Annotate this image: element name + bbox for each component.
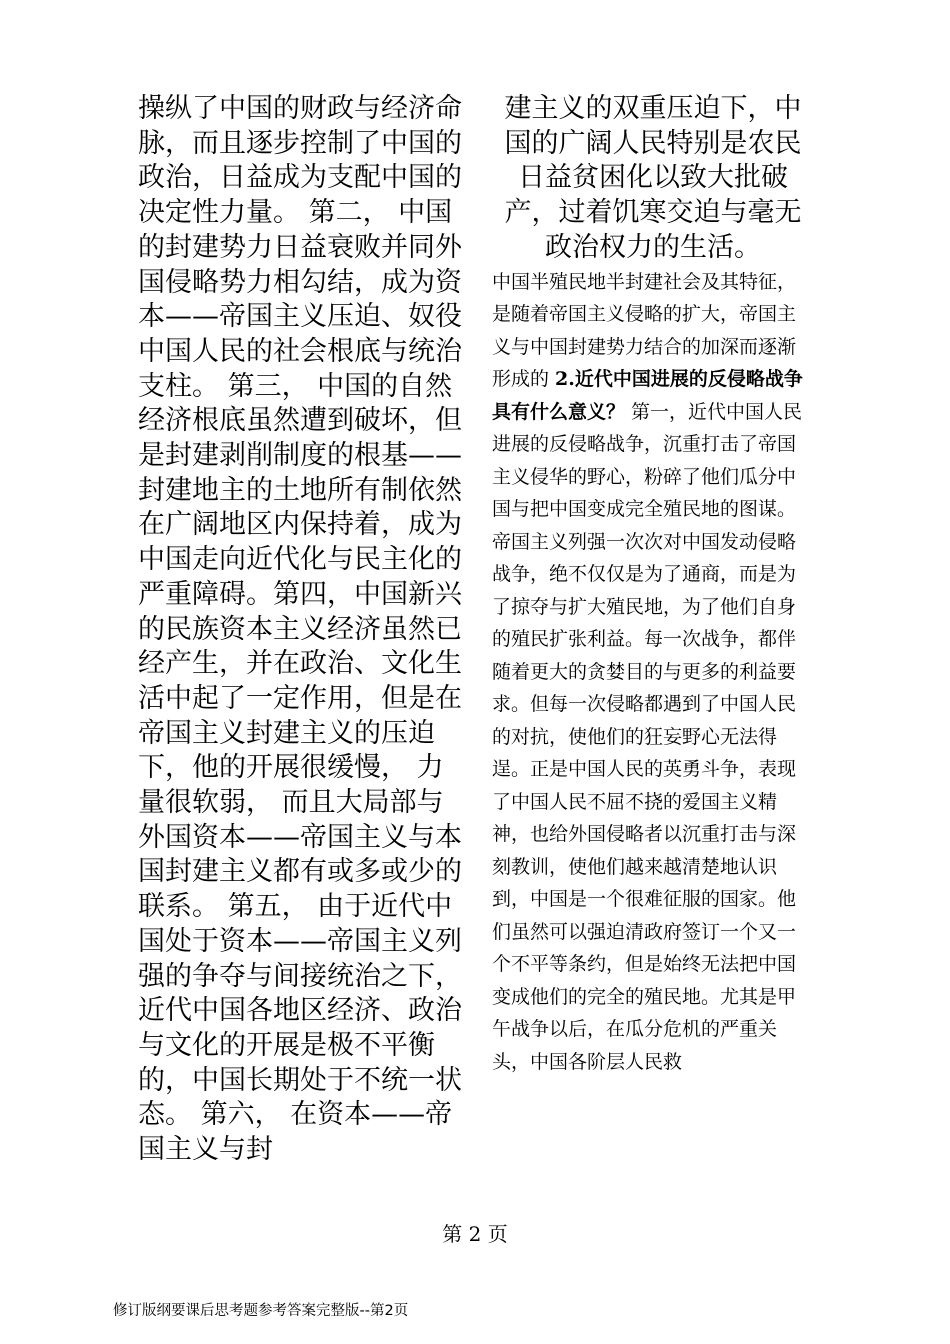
answer-text: 第一，近代中国人民进展的反侵略战争，沉重打击了帝国主义侵华的野心，粉碎了他们瓜分中国与把中国变成完全殖民地的图谋。帝国主义列强一次次对中国发动侵略战争，绝不仅仅是为了通商，而是为了掠夺与扩大殖民地，为了他们自身的殖民扩张利益。每一次战争，都伴随着更大的贪婪目的与更多的利益要求。但每一次侵略都遇到了中国人民的对抗，使他们的狂妄野心无法得逞。正是中国人民的英勇斗争，表现了中国人民不屈不挠的爱国主义精神，也给外国侵略者以沉重打击与深刻教训，使他们越来越清楚地认识到，中国是一个很难征服的国家。他们虽然可以强迫清政府签订一个又一个不平等条约，但是始终无法把中国变成他们的完全的殖民地。尤其是甲午战争以后，在瓜分危机的严重关头，中国各阶层人民救 [492,400,803,1073]
document-footer: 修订版纲要课后思考题参考答案完整版--第2页 [113,1303,409,1319]
answer-paragraph [492,266,814,1079]
left-text-column [138,92,466,1168]
right-column-continuation: 建主义的双重压迫下，中国的广阔人民特别是农民日益贫困化以致大批破产，过着饥寒交迫与毫无政治权力的生活。 [504,93,802,263]
summary-text: 中国半殖民地半封建社会及其特征，是随着帝国主义侵略的扩大，帝国主义与中国封建势力结合的加深而逐渐形成的 [492,270,797,391]
right-text-column [492,92,814,1078]
page-number: 第 2 页 [442,1222,508,1246]
question-heading: 2.近代中国进展的反侵略战争具有什么意义？ [492,368,803,423]
left-column-paragraph: 操纵了中国的财政与经济命脉，而且逐步控制了中国的政治，日益成为支配中国的决定性力量。 第二， 中国的封建势力日益衰败并同外国侵略势力相勾结，成为资本——帝国主义压迫、奴役中国人民的社会根底与统治支柱。 第三， 中国的自然经济根底虽然遭到破坏，但是封建剥削制度的根基——封建地主的土地所有制依然在广阔地区内保持着，成为中国走向近代化与民主化的严重障碍。第四，中国新兴的民族资本主义经济虽然已经产生，并在政治、文化生活中起了一定作用，但是在帝国主义封建主义的压迫下，他的开展很缓慢， 力量很软弱， 而且大局部与外国资本——帝国主义与本国封建主义都有或多或少的联系。 第五， 由于近代中国处于资本——帝国主义列强的争夺与间接统治之下，近代中国各地区经济、政治与文化的开展是极不平衡的，中国长期处于不统一状态。 第六， 在资本——帝国主义与封 [138,93,462,1166]
